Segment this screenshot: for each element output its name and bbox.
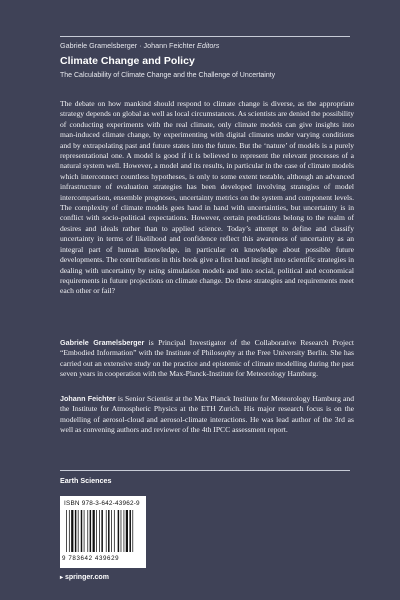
website-link[interactable] <box>60 574 109 581</box>
editor-bio-gramelsberger <box>60 338 354 380</box>
isbn-label: ISBN 978-3-642-43962-9 <box>64 500 140 507</box>
barcode-digits: 9 783642 439629 <box>62 555 120 562</box>
book-subtitle: The Calculability of Climate Change and the Challenge of Uncertainty <box>60 72 276 79</box>
barcode-icon <box>66 510 140 552</box>
editors-names: Gabriele Gramelsberger · Johann Feichter <box>60 41 196 50</box>
header-rule <box>60 36 350 37</box>
website-text: springer.com <box>64 574 109 581</box>
bio-text: is Principal Investigator of the Collaborative Research Project “Embodied Information” with the Institute of Philosophy at the Free University Berlin. She has carried out an extensive study on the practice and epistemic of climate modelling during the past seven years in cooperation with the Max-Planck-Institute for Meteorology Hamburg. <box>60 338 354 379</box>
bio-name: Johann Feichter <box>60 394 116 403</box>
editors-line <box>60 41 219 50</box>
isbn-barcode <box>60 496 146 568</box>
description-paragraph: The debate on how mankind should respond to climate change is diverse, as the appropriate strategy depends on global as well as local circumstances. As scientists are denied the possibility of conducting experiments with the real climate, only climate models can give insights into man-induced climate change, by experimenting with digital climates under varying conditions and by extrapolating past and future states into the future. But the ‘nature’ of models is a purely representational one. A model is good if it is believed to represent the relevant processes of a natural system well. However, a model and its results, in particular in the case of climate models which interconnect countless hypotheses, is only to some extent testable, although an advanced infrastructure of evaluation strategies has been developed involving strategies of model intercomparison, ensemble prognoses, uncertainty metrics on the system and component levels. The complexity of climate models goes hand in hand with uncertainties, but uncertainty is in conflict with socio-political expectations. However, certain predictions belong to the realm of desires and ideals rather than to applied science. Today’s attempt to define and classify uncertainty in terms of likelihood and confidence reflect this awareness of uncertainty as an integral part of human knowledge, in particular on knowledge about possible future developments. The contributions in this book give a first hand insight into scientific strategies in dealing with uncertainty by using simulation models and into social, political and economical requirements in future projections on climate change. Do these strategies and requirements meet each other or fail? <box>60 99 354 296</box>
bio-name: Gabriele Gramelsberger <box>60 338 145 347</box>
subject-category: Earth Sciences <box>60 476 112 485</box>
bio-text: is Senior Scientist at the Max Planck Institute for Meteorology Hamburg and the Institute for Atmospheric Physics at the ETH Zurich. His major research focus is on the modelling of aerosol-cloud and aerosol-climate interactions. He was lead author of the 3rd as well as convening authors and reviewer of the 4th IPCC assessment report. <box>60 394 354 435</box>
editor-bio-feichter <box>60 394 354 436</box>
editors-role: Editors <box>197 41 220 50</box>
footer-rule <box>60 470 350 471</box>
book-title: Climate Change and Policy <box>60 55 195 67</box>
arrow-icon: ▸ <box>60 575 64 581</box>
